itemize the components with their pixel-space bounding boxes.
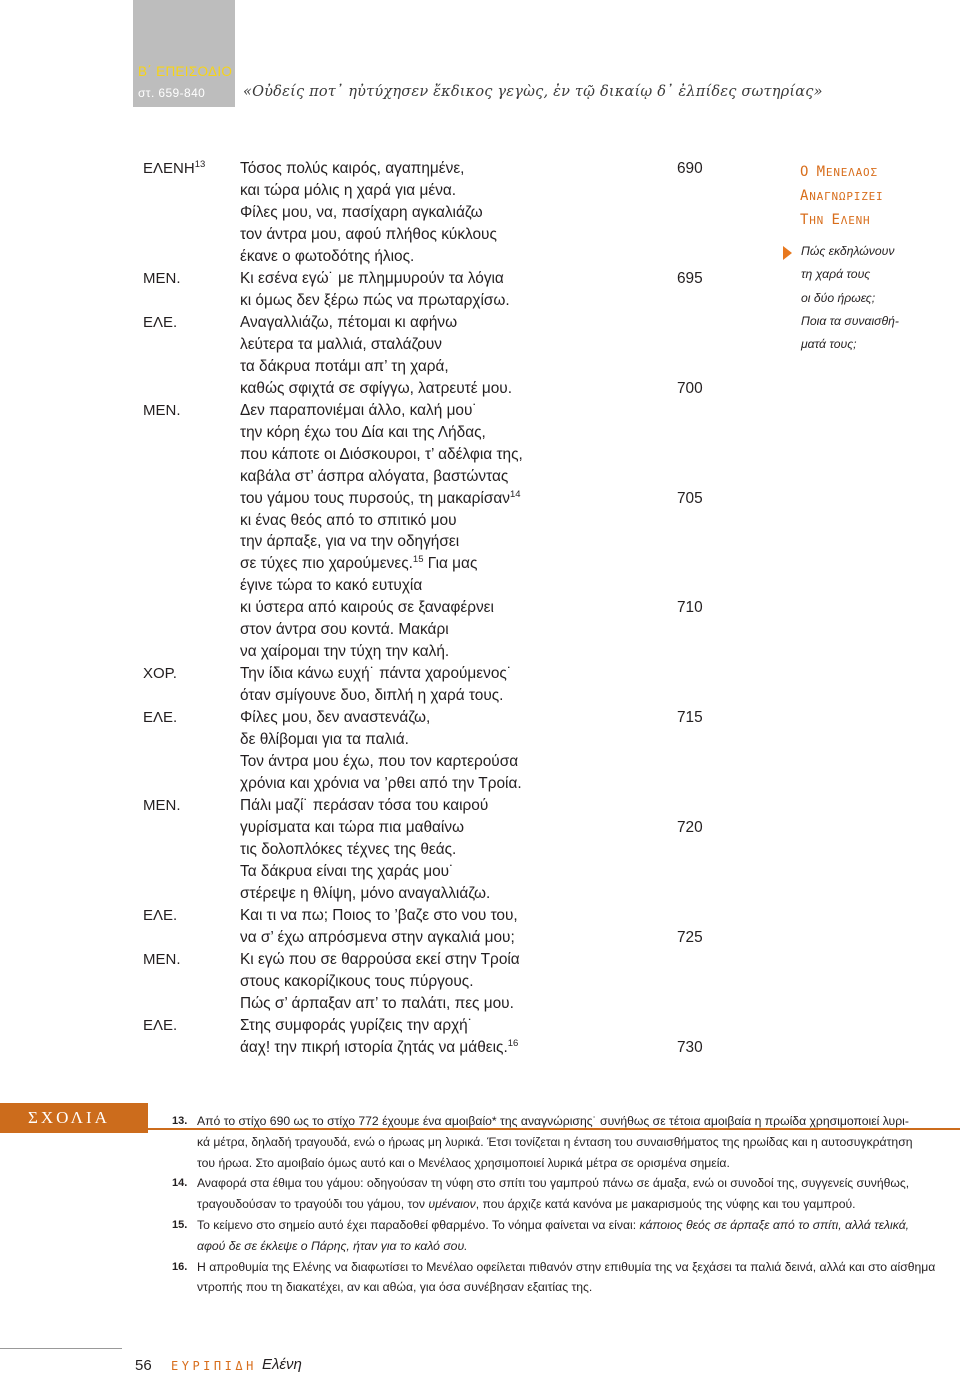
verse-words: κι ύστερα από καιρούς σε ξαναφέρνει xyxy=(240,599,494,617)
verse-words: Στης συμφοράς γυρίζεις την αρχή˙ xyxy=(240,1016,473,1034)
speaker-name: ΕΛΕ. xyxy=(143,906,178,924)
verse-words: του γάμου τους πυρσούς, τη μακαρίσαν xyxy=(240,489,510,507)
note-text xyxy=(197,1132,913,1153)
line-number: 720 xyxy=(677,819,703,837)
note-ref: 13 xyxy=(194,159,206,170)
verse-words: Αναγαλλιάζω, πέτομαι κι αφήνω xyxy=(240,313,458,331)
note-line xyxy=(172,1111,942,1132)
verse-text-line xyxy=(240,575,422,597)
sidebar-question-line: Ποια τα συναισθή- xyxy=(801,313,899,328)
note-line xyxy=(172,1132,942,1153)
line-number: 710 xyxy=(677,599,703,617)
verse-words: τις δολοπλόκες τέχνες της θεάς. xyxy=(240,841,457,859)
note-text xyxy=(197,1153,730,1174)
verse-words: τον άντρα μου, αφού πλήθος κύκλους xyxy=(240,225,497,243)
note-text-part: τραγουδούσαν το τραγούδι του γάμου, τον xyxy=(197,1197,429,1212)
verse-text-line xyxy=(240,685,503,707)
verse-text-line xyxy=(240,729,409,751)
note-number: 16. xyxy=(172,1260,188,1273)
note-ref: 14 xyxy=(509,488,521,500)
speaker xyxy=(143,312,177,334)
speaker-name: ΜΕΝ. xyxy=(143,950,181,968)
sidebar-question xyxy=(801,240,941,356)
speaker-name: ΜΕΝ. xyxy=(143,269,181,287)
note-line xyxy=(172,1277,942,1298)
speaker xyxy=(143,268,181,290)
verse-text-line xyxy=(240,773,522,795)
verse-text-line xyxy=(240,356,449,378)
sidebar-question-line: οι δύο ήρωες; xyxy=(801,290,876,305)
verse-words: κι όμως δεν ξέρω πώς να πρωταρχίσω. xyxy=(240,291,510,309)
verse-text-line xyxy=(240,839,456,861)
verse-words: Δεν παραπονιέμαι άλλο, καλή μου˙ xyxy=(240,401,478,419)
verse-text-line xyxy=(240,224,497,246)
verse-text-line xyxy=(240,378,512,400)
verse-text-line xyxy=(240,993,514,1015)
note-line xyxy=(172,1236,942,1257)
note-text-part: κά μέτρα, δηλαδή τραγουδά, ενώ ο ήρωας μη λυρικά. Έτσι τονίζεται η ένταση του συναισθήματος της ηρωίδας και η αυτοσυγκράτηση xyxy=(197,1134,913,1149)
notes-heading xyxy=(0,1103,148,1133)
verse-text-line xyxy=(240,1015,473,1037)
verse-words: Τόσος πολύς καιρός, αγαπημένε, xyxy=(240,160,465,177)
verse-words: Την ίδια κάνω ευχή˙ πάντα χαρούμενος˙ xyxy=(240,665,512,683)
line-number: 715 xyxy=(677,709,703,727)
line-number: 690 xyxy=(677,160,703,177)
speaker xyxy=(143,949,181,971)
verse-words: σε τύχες πιο χαρούμενες. xyxy=(240,555,413,573)
episode-label: Β΄ ΕΠΕΙΣΟΔΙΟ xyxy=(138,64,233,79)
speaker xyxy=(143,795,181,817)
speaker-name: ΧΟΡ. xyxy=(143,665,177,683)
header-quote: «Οὐδείς ποτ᾽ ηὐτύχησεν ἔκδικος γεγὼς, ἐν τῷ δικαίῳ δ᾽ ἐλπίδες σωτηρίας» xyxy=(243,84,823,100)
verse-text-line xyxy=(240,422,486,444)
verse-text-line xyxy=(240,312,457,334)
verse-text-line xyxy=(240,290,510,312)
verse-words: Κι εγώ που σε θαρρούσα εκεί στην Τροία xyxy=(240,950,520,968)
verse-text-line xyxy=(240,158,464,180)
sidebar-title-line: ΑΝΑΓΝΩΡΙΖΕΙ xyxy=(800,188,884,204)
speaker xyxy=(143,707,177,729)
note-ref: 15 xyxy=(412,554,424,566)
verse-words: δε θλίβομαι για τα παλιά. xyxy=(240,731,409,749)
note-text-part: αφού δε σε έκλεψε ο Πάρης, ήταν για το καλό σου. xyxy=(197,1238,468,1253)
line-number: 700 xyxy=(677,379,703,397)
verse-text-line xyxy=(240,246,414,268)
verse-words: καβάλα στ’ άσπρα αλόγατα, βαστώντας xyxy=(240,467,509,485)
verse-text-line xyxy=(240,553,477,577)
note-number: 14. xyxy=(172,1177,188,1190)
line-number: 695 xyxy=(677,269,703,287)
verse-words: να σ’ έχω απρόσμενα στην αγκαλιά μου; xyxy=(240,928,515,946)
verse-text-line xyxy=(240,707,430,729)
note-text xyxy=(197,1215,909,1236)
verse-words: Φίλες μου, να, πασίχαρη αγκαλιάζω xyxy=(240,203,483,221)
verse-words: λεύτερα τα μαλλιά, σταλάζουν xyxy=(240,335,442,353)
footer-author: ΕΥΡΙΠΙΔΗ xyxy=(171,1359,257,1373)
page-number: 56 xyxy=(135,1357,152,1374)
verse-text-line xyxy=(240,597,494,619)
sidebar-title-line: Ο ΜΕΝΕΛΑΟΣ xyxy=(800,164,878,180)
verse-text-line xyxy=(240,641,449,663)
verse-words: γυρίσματα και τώρα πια μαθαίνω xyxy=(240,819,465,837)
note-text-part: κάποιος θεός σε άρπαξε από το σπίτι, αλλά τελικά, xyxy=(639,1217,910,1232)
verse-words: Πάλι μαζί˙ περάσαν τόσα του καιρού xyxy=(240,797,489,815)
verse-words: Φίλες μου, δεν αναστενάζω, xyxy=(240,709,431,727)
sidebar-question-line: Πώς εκδηλώνουν xyxy=(801,244,895,258)
verse-text-line xyxy=(240,927,515,949)
sidebar-title xyxy=(800,160,940,232)
verse-words: Κι εσένα εγώ˙ με πλημμυρούν τα λόγια xyxy=(240,269,504,287)
verse-text-line xyxy=(240,531,459,553)
notes-heading-label: ΣΧΟΛΙΑ xyxy=(28,1108,110,1127)
verse-text-line xyxy=(240,663,512,685)
speaker xyxy=(143,663,177,685)
verse-words: όταν σμίγουνε δυο, διπλή η χαρά τους. xyxy=(240,687,504,705)
verse-text-line xyxy=(240,795,488,817)
verse-text-line xyxy=(240,466,508,488)
note-line xyxy=(172,1215,942,1236)
sidebar-title-line: ΤΗΝ ΕΛΕΝΗ xyxy=(800,212,871,228)
verse-words: έγινε τώρα το κακό ευτυχία xyxy=(240,577,423,595)
note-text-part: του ήρωα. Στο αμοιβαίο όμως αυτό και ο Μενέλαος χρησιμοποιεί λυρικά μέτρα σε ορισμένα σημεία. xyxy=(197,1155,730,1170)
verse-text-line xyxy=(240,971,473,993)
verse-text-line xyxy=(240,444,523,466)
note-text-part: Αναφορά στα έθιμα του γάμου: οδηγούσαν τη νύφη στο σπίτι του γαμπρού πάνω σε άμαξα, ενώ οι συνοδοί της, συγγενείς συνήθως, xyxy=(197,1176,910,1191)
speaker-name: ΕΛΕ. xyxy=(143,709,178,727)
verse-text-line xyxy=(240,883,490,905)
verse-text-line xyxy=(240,1037,518,1061)
note-text xyxy=(197,1257,935,1278)
line-number: 730 xyxy=(677,1038,703,1056)
note-text xyxy=(197,1236,468,1257)
verse-words: καθώς σφιχτά σε σφίγγω, λατρευτέ μου. xyxy=(240,379,512,397)
verse-words: κι ένας θεός από το σπιτικό μου xyxy=(240,511,457,529)
note-text xyxy=(197,1194,856,1215)
line-number: 705 xyxy=(677,489,703,507)
note-text-part: ντροπής που τη διακατέχει, αν και αθώα, για όσα συνέβησαν εξαιτίας της. xyxy=(197,1280,593,1295)
note-line xyxy=(172,1153,942,1174)
verse-words: Τα δάκρυα είναι της χαράς μου˙ xyxy=(240,863,455,881)
speaker-name: ΕΛΕΝΗ xyxy=(143,160,195,177)
verse-text-line xyxy=(240,334,442,356)
footer-rule xyxy=(0,1348,122,1349)
note-ref: 16 xyxy=(507,1037,519,1049)
speaker-name: ΜΕΝ. xyxy=(143,401,181,419)
verse-text-line xyxy=(240,488,521,512)
verse-words: που κάποτε οι Διόσκουροι, τ’ αδέλφια της, xyxy=(240,445,523,463)
verse-text-line xyxy=(240,180,456,202)
verse-words: άαχ! την πικρή ιστορία ζητάς να μάθεις. xyxy=(240,1038,508,1056)
sidebar-question-line: τη χαρά τους xyxy=(801,267,871,282)
bullet-marker-icon xyxy=(783,246,792,260)
verse-text-line xyxy=(240,949,520,971)
speaker-name: ΜΕΝ. xyxy=(143,797,181,815)
note-text-part: , που άρχιζε κατά κανόνα με μακαρισμούς της νύφης και του γαμπρού. xyxy=(475,1197,856,1212)
speaker xyxy=(143,400,181,422)
verse-words: έκανε ο φωτοδότης ήλιος. xyxy=(240,247,415,265)
verse-text-line xyxy=(240,268,504,290)
note-text xyxy=(197,1277,592,1298)
verse-text-line xyxy=(240,817,464,839)
verse-text-line xyxy=(240,751,518,773)
note-line xyxy=(172,1194,942,1215)
sidebar-question-line: ματά τους; xyxy=(801,337,857,352)
note-text-part: Η απροθυμία της Ελένης να διαφωτίσει το Μενέλαο οφείλεται πιθανόν στην επιθυμία της να ξεχάσει τα παλιά δεινά, αλλά και στο αίσθημα xyxy=(197,1259,936,1274)
verse-text-line xyxy=(240,861,454,883)
verse-words: στον άντρα σου κοντά. Μακάρι xyxy=(240,621,449,639)
verse-words: την άρπαξε, για να την οδηγήσει xyxy=(240,533,460,551)
verse-words: Τον άντρα μου έχω, που τον καρτερούσα xyxy=(240,753,519,771)
verse-words: Και τι να πω; Ποιος το ’βαζε στο νου του, xyxy=(240,906,518,924)
verse-words: στέρεψε η θλίψη, μόνο αναγαλλιάζω. xyxy=(240,885,491,902)
note-text xyxy=(197,1173,909,1194)
note-number: 15. xyxy=(172,1218,188,1231)
note-text xyxy=(197,1111,909,1132)
verse-words: Πώς σ’ άρπαξαν απ’ το παλάτι, πες μου. xyxy=(240,994,514,1012)
note-text-part: υμέναιον xyxy=(428,1197,476,1212)
verse-text-line xyxy=(240,619,449,641)
note-text-part: Από το στίχο 690 ως το στίχο 772 έχουμε ένα αμοιβαίο* της αναγνώρισης˙ συνήθως σε τέτοια αμοιβαία η πρωίδα χρησιμοποιεί λυρι- xyxy=(197,1114,909,1128)
verse-words: την κόρη έχω του Δία και της Λήδας, xyxy=(240,423,486,441)
note-text-part: Το κείμενο στο σημείο αυτό έχει παραδοθεί φθαρμένο. Το νόημα φαίνεται να είναι: xyxy=(197,1217,640,1232)
notes-body xyxy=(172,1111,942,1298)
verse-words: να χαίρομαι την τύχη την καλή. xyxy=(240,643,450,661)
speaker xyxy=(143,158,205,182)
speaker xyxy=(143,905,177,927)
verse-words: τα δάκρυα ποτάμι απ’ τη χαρά, xyxy=(240,357,449,375)
verse-words: στους κακορίζικους τους πύργους. xyxy=(240,972,474,990)
note-line xyxy=(172,1173,942,1194)
verse-text-line xyxy=(240,510,456,532)
verse-words: και τώρα μόλις η χαρά για μένα. xyxy=(240,181,457,199)
speaker xyxy=(143,1015,177,1037)
line-number: 725 xyxy=(677,928,703,946)
verse-text-line xyxy=(240,202,483,224)
lines-range: στ. 659-840 xyxy=(138,86,206,100)
speaker-name: ΕΛΕ. xyxy=(143,1016,178,1034)
verse-words: Για μας xyxy=(423,555,478,573)
note-line xyxy=(172,1257,942,1278)
verse-text-line xyxy=(240,400,478,422)
verse-text-line xyxy=(240,905,518,927)
verse-words: χρόνια και χρόνια να ’ρθει από την Τροία. xyxy=(240,775,522,793)
speaker-name: ΕΛΕ. xyxy=(143,313,178,331)
note-number: 13. xyxy=(172,1115,188,1127)
footer-title: Ελένη xyxy=(262,1356,302,1373)
